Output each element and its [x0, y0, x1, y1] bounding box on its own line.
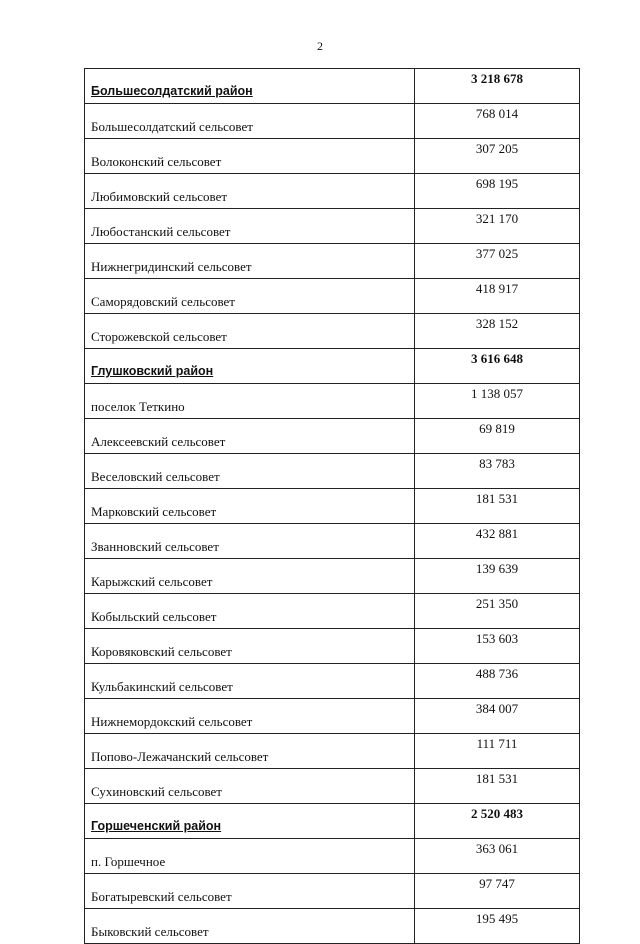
municipality-name: Нижнегридинский сельсовет: [85, 244, 415, 279]
municipality-name: Коровяковский сельсовет: [85, 629, 415, 664]
district-total-value: 2 520 483: [415, 804, 580, 839]
table-row: [85, 524, 580, 559]
allocation-value: 251 350: [415, 594, 580, 629]
municipality-name: Карыжский сельсовет: [85, 559, 415, 594]
table-row: [85, 664, 580, 699]
municipality-name: Кульбакинский сельсовет: [85, 664, 415, 699]
allocation-value: 418 917: [415, 279, 580, 314]
table-row: [85, 874, 580, 909]
municipality-name: Богатыревский сельсовет: [85, 874, 415, 909]
allocation-value: 181 531: [415, 769, 580, 804]
table-row: [85, 384, 580, 419]
district-row: [85, 349, 580, 384]
allocation-value: 97 747: [415, 874, 580, 909]
allocation-value: 139 639: [415, 559, 580, 594]
table-row: [85, 139, 580, 174]
municipality-name: Сторожевской сельсовет: [85, 314, 415, 349]
district-total-value: 3 616 648: [415, 349, 580, 384]
district-name: Большесолдатский район: [85, 69, 415, 104]
table-row: [85, 839, 580, 874]
municipality-name: Попово-Лежачанский сельсовет: [85, 734, 415, 769]
municipality-name: поселок Теткино: [85, 384, 415, 419]
table-row: [85, 104, 580, 139]
district-total-value: 3 218 678: [415, 69, 580, 104]
table-row: [85, 314, 580, 349]
table-row: [85, 594, 580, 629]
table-body: [85, 69, 580, 944]
allocation-value: 363 061: [415, 839, 580, 874]
municipality-name: Кобыльский сельсовет: [85, 594, 415, 629]
allocation-value: 377 025: [415, 244, 580, 279]
allocation-value: 698 195: [415, 174, 580, 209]
table-row: [85, 769, 580, 804]
table-row: [85, 489, 580, 524]
district-row: [85, 804, 580, 839]
municipality-name: Званновский сельсовет: [85, 524, 415, 559]
allocation-value: 321 170: [415, 209, 580, 244]
allocation-value: 153 603: [415, 629, 580, 664]
table-row: [85, 244, 580, 279]
municipality-name: Алексеевский сельсовет: [85, 419, 415, 454]
table-row: [85, 174, 580, 209]
municipality-name: Волоконский сельсовет: [85, 139, 415, 174]
allocation-value: 195 495: [415, 909, 580, 944]
municipality-name: Любостанский сельсовет: [85, 209, 415, 244]
allocation-value: 384 007: [415, 699, 580, 734]
table-row: [85, 909, 580, 944]
allocation-value: 69 819: [415, 419, 580, 454]
budget-allocation-table: [84, 68, 580, 944]
municipality-name: п. Горшечное: [85, 839, 415, 874]
allocation-value: 181 531: [415, 489, 580, 524]
municipality-name: Марковский сельсовет: [85, 489, 415, 524]
district-name: Глушковский район: [85, 349, 415, 384]
municipality-name: Саморядовский сельсовет: [85, 279, 415, 314]
page-number: 2: [317, 39, 323, 53]
allocation-value: 768 014: [415, 104, 580, 139]
allocation-value: 488 736: [415, 664, 580, 699]
allocation-value: 1 138 057: [415, 384, 580, 419]
table-row: [85, 419, 580, 454]
table-row: [85, 209, 580, 244]
municipality-name: Сухиновский сельсовет: [85, 769, 415, 804]
municipality-name: Большесолдатский сельсовет: [85, 104, 415, 139]
table-row: [85, 279, 580, 314]
district-name: Горшеченский район: [85, 804, 415, 839]
allocation-value: 111 711: [415, 734, 580, 769]
table-row: [85, 699, 580, 734]
table-row: [85, 454, 580, 489]
allocation-value: 307 205: [415, 139, 580, 174]
allocation-value: 432 881: [415, 524, 580, 559]
municipality-name: Веселовский сельсовет: [85, 454, 415, 489]
municipality-name: Любимовский сельсовет: [85, 174, 415, 209]
allocation-value: 328 152: [415, 314, 580, 349]
municipality-name: Нижнемордокский сельсовет: [85, 699, 415, 734]
table-row: [85, 734, 580, 769]
district-row: [85, 69, 580, 104]
municipality-name: Быковский сельсовет: [85, 909, 415, 944]
allocation-value: 83 783: [415, 454, 580, 489]
table-row: [85, 629, 580, 664]
table-row: [85, 559, 580, 594]
